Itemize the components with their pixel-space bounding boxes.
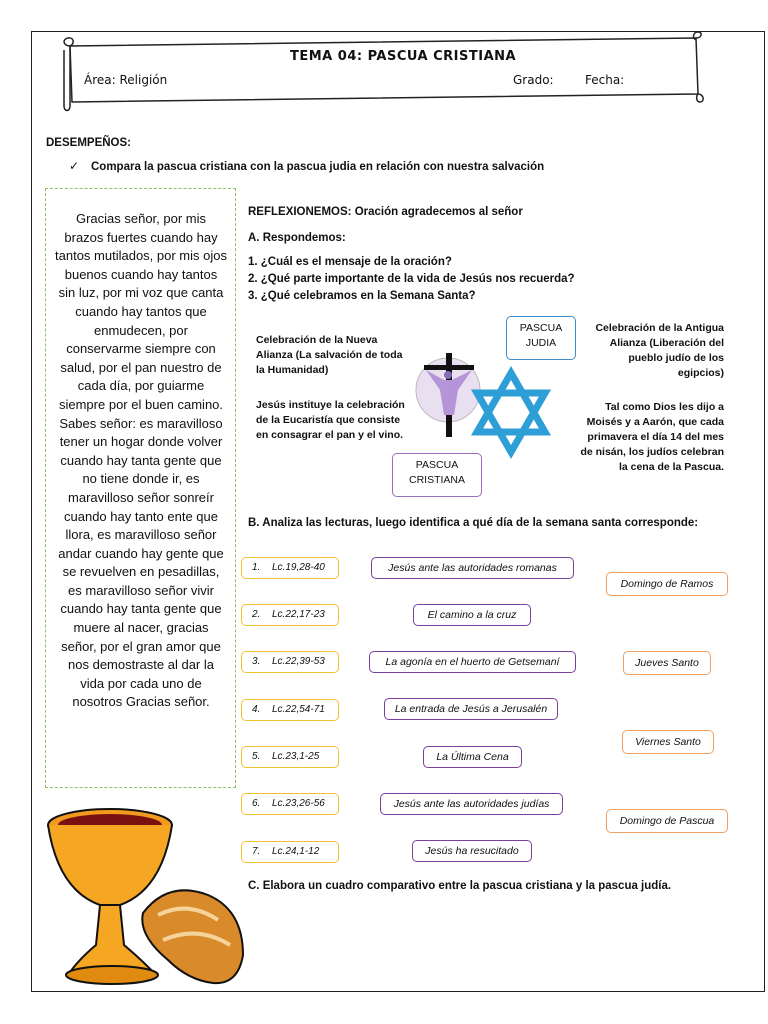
respondemos-heading: A. Respondemos:	[248, 232, 346, 244]
pascua-judia-box: PASCUA JUDIA	[506, 316, 576, 360]
grado-label: Grado:	[513, 73, 554, 87]
moises-text: Tal como Dios les dijo a Moisés y a Aarón, que cada primavera el día 14 del mes de nisán, los judíos celebran la cena de la Pascua.	[580, 401, 724, 473]
reference-4: 4. Lc.22,54-71	[241, 699, 339, 721]
reference-2: 2. Lc.22,17-23	[241, 604, 339, 626]
section-b-heading: B. Analiza las lecturas, luego identifica a qué día de la semana santa corresponde:	[248, 517, 699, 529]
event-ultima-cena: La Última Cena	[423, 746, 522, 768]
prayer-paragraph-1: Gracias señor, por mis brazos fuertes cuando hay tantos mutilados, por mis ojos buenos cuando hay tantos sin luz, por mi voz que canta cuando hay tantos que enmudecen, por conservarme siempre con salud, por el pan nuestro de cada día, por guiarme siempre por el buen camino.	[55, 211, 227, 412]
reference-7: 7. Lc.24,1-12	[241, 841, 339, 863]
question-1: 1. ¿Cuál es el mensaje de la oración?	[248, 256, 452, 268]
fecha-label: Fecha:	[585, 73, 625, 87]
cross-star-icon	[408, 345, 558, 465]
event-autoridades-romanas: Jesús ante las autoridades romanas	[371, 557, 574, 579]
desempeno-item: Compara la pascua cristiana con la pascua judia en relación con nuestra salvación	[91, 161, 545, 173]
antigua-alianza-text: Celebración de la Antigua Alianza (Liberación del pueblo judío de los egipcios)	[595, 322, 724, 379]
pascua-cristiana-box: PASCUA CRISTIANA	[392, 453, 482, 497]
question-2: 2. ¿Qué parte importante de la vida de Jesús nos recuerda?	[248, 273, 575, 285]
scroll-banner-icon	[60, 32, 710, 112]
desempenos-heading: DESEMPEÑOS:	[46, 137, 131, 149]
nueva-alianza-text: Celebración de la Nueva Alianza (La salvación de toda la Humanidad)	[256, 334, 403, 376]
reference-3: 3. Lc.22,39-53	[241, 651, 339, 673]
check-icon: ✓	[69, 159, 80, 173]
event-camino-cruz: El camino a la cruz	[413, 604, 531, 626]
day-domingo-pascua: Domingo de Pascua	[606, 809, 728, 833]
reflexionemos-heading: REFLEXIONEMOS: Oración agradecemos al señor	[248, 206, 523, 218]
day-jueves-santo: Jueves Santo	[623, 651, 711, 675]
section-c-heading: C. Elabora un cuadro comparativo entre la pascua cristiana y la pascua judía.	[248, 880, 672, 892]
chalice-bread-icon	[38, 795, 253, 990]
event-agonia-huerto: La agonía en el huerto de Getsemaní	[369, 651, 576, 673]
question-3: 3. ¿Qué celebramos en la Semana Santa?	[248, 290, 476, 302]
reference-1: 1. Lc.19,28-40	[241, 557, 339, 579]
prayer-text	[55, 210, 227, 712]
page-title: TEMA 04: PASCUA CRISTIANA	[290, 49, 517, 64]
area-label: Área: Religión	[84, 73, 168, 87]
event-autoridades-judias: Jesús ante las autoridades judías	[380, 793, 563, 815]
day-viernes-santo: Viernes Santo	[622, 730, 714, 754]
reference-6: 6. Lc.23,26-56	[241, 793, 339, 815]
reference-5: 5. Lc.23,1-25	[241, 746, 339, 768]
event-resucitado: Jesús ha resucitado	[412, 840, 532, 862]
prayer-paragraph-2: Sabes señor: es maravilloso tener un hogar donde volver cuando hay tanta gente que no tiene donde ir, es maravilloso señor sonreír cuando hay tanto ente que llora, es maravilloso señor andar cuando hay gente que se revuelven en pesadillas, es maravilloso señor vivir cuando hay tanta gente que muere al nacer, gracias señor, por el gran amor que nos demostraste al dar la vida por cada uno de nosotros Gracias señor.	[58, 415, 224, 710]
eucaristia-text: Jesús instituye la celebración de la Eucaristía que consiste en consagrar el pan y el vino.	[256, 399, 405, 441]
event-entrada-jerusalen: La entrada de Jesús a Jerusalén	[384, 698, 558, 720]
day-domingo-ramos: Domingo de Ramos	[606, 572, 728, 596]
